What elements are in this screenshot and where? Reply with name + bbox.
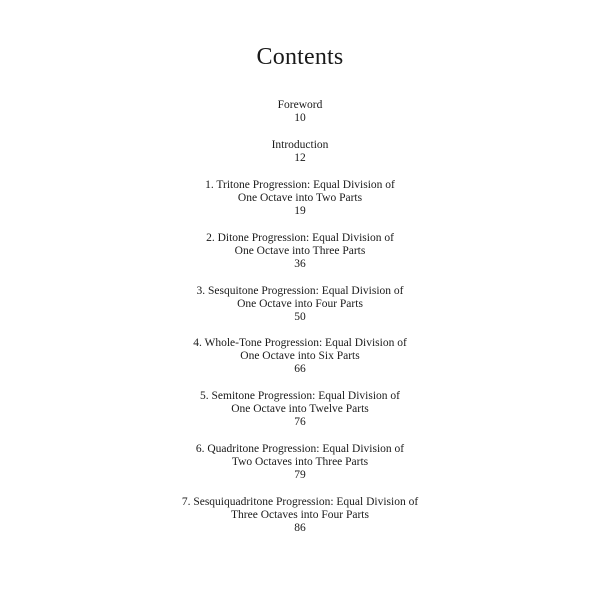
- toc-entry-title-line-1: 3. Sesquitone Progression: Equal Division of: [196, 285, 404, 297]
- toc-page-number: 79: [294, 469, 306, 481]
- toc-entry-foreword: [0, 99, 600, 125]
- page-title: Contents: [256, 44, 344, 70]
- toc-entry-title: Foreword: [277, 99, 323, 111]
- toc-entry-chapter-6: [0, 443, 600, 482]
- toc-page-number: 76: [294, 416, 306, 428]
- toc-entry-title-line-2: One Octave into Four Parts: [237, 298, 363, 310]
- toc-entry-chapter-3: [0, 285, 600, 324]
- toc-entry-chapter-7: [0, 496, 600, 535]
- toc-entry-title-line-2: One Octave into Two Parts: [237, 192, 363, 204]
- toc-entry-title-line-1: 7. Sesquiquadritone Progression: Equal Division of: [181, 496, 419, 508]
- toc-entry-chapter-1: [0, 179, 600, 218]
- toc-page-number: 36: [294, 258, 306, 270]
- toc-entry-title-line-2: One Octave into Twelve Parts: [231, 403, 369, 415]
- toc-entry-title-line-2: One Octave into Six Parts: [240, 350, 360, 362]
- toc-page-number: 86: [294, 522, 306, 534]
- toc-entry-title: Introduction: [271, 139, 329, 151]
- toc-entry-title-line-1: 1. Tritone Progression: Equal Division of: [205, 179, 395, 191]
- toc-page-number: 19: [294, 205, 306, 217]
- toc-page-number: 10: [294, 112, 306, 124]
- toc-entry-title-line-1: 4. Whole-Tone Progression: Equal Division of: [193, 337, 407, 349]
- toc-page-number: 50: [294, 311, 306, 323]
- toc-entry-chapter-4: [0, 337, 600, 376]
- toc-page-number: 12: [294, 152, 306, 164]
- toc-entry-title-line-2: One Octave into Three Parts: [234, 245, 366, 257]
- toc-page-number: 66: [294, 363, 306, 375]
- toc-entry-title-line-1: 2. Ditone Progression: Equal Division of: [206, 232, 394, 244]
- toc-entry-title-line-2: Three Octaves into Four Parts: [231, 509, 369, 521]
- toc-entry-title-line-1: 5. Semitone Progression: Equal Division of: [200, 390, 400, 402]
- toc-entry-chapter-5: [0, 390, 600, 429]
- toc-entry-introduction: [0, 139, 600, 165]
- toc-entry-title-line-1: 6. Quadritone Progression: Equal Division of: [195, 443, 405, 455]
- toc-entry-title-line-2: Two Octaves into Three Parts: [231, 456, 369, 468]
- toc-entry-chapter-2: [0, 232, 600, 271]
